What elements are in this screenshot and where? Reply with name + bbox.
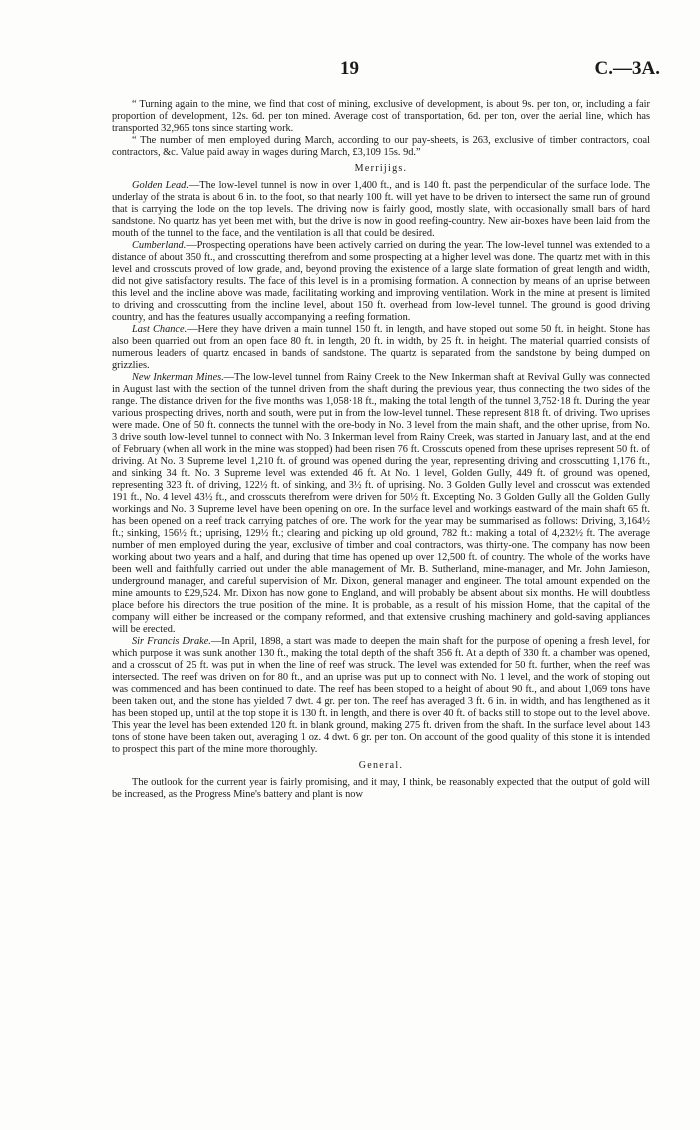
paragraph-text: —The low-level tunnel is now in over 1,400 ft., and is 140 ft. past the perpendicular of the surface lode. The underlay of the strata is about 6 in. to the foot, so that nearly 100 ft. will yet have to be driven to intersect the same run of ground that is carrying the lode on the top levels. The driving now is fairly good, mostly slate, with occasionally small bars of hard sandstone. No quartz has yet been met with, but the drive is now in good reefing-country. New air-boxes have been laid from the mouth of the tunnel to the face, and the ventilation is all that could be desired. — [112, 180, 651, 239]
paragraph-text: —Here they have driven a main tunnel 150 ft. in length, and have stoped out some 50 ft. in height. Stone has also been quarried out from an open face 80 ft. in length, 20 ft. in width, by 25 ft. in height. The material quarried consists of numerous leaders of quartz encased in bands of sandstone. The quartz is separated from the sandstone by being dumped on grizzlies. — [112, 324, 651, 371]
page-header — [0, 58, 700, 88]
paragraph-title: Cumberland. — [132, 240, 187, 251]
paragraph-general: The outlook for the current year is fairly promising, and it may, I think, be reasonably expected that the output of gold will be increased, as the Progress Mine's battery and plant is now — [112, 777, 650, 800]
page-body — [112, 99, 650, 801]
paragraph-text: —Prospecting operations have been actively carried on during the year. The low-level tunnel was extended to a distance of about 350 ft., and crosscutting therefrom and some prospecting at a higher level was done. The quartz met with in this level and crosscuts proved of low grade, and, beyond proving the existence of a large slate formation of great length and width, did not give satisfactory results. The face of this level is in a promising formation. A connection by means of an uprise between this level and the incline above was made, facilitating working and improving ventilation. Work in the mine at present is limited to driving and crosscutting from the incline level, about 150 ft. overhead from low-level tunnel. The ground is good driving country, and has the features usually accompanying a reefing formation. — [112, 240, 650, 323]
paragraph-title: Golden Lead. — [132, 180, 189, 191]
paragraph-title: Sir Francis Drake. — [132, 636, 211, 647]
paragraph-cumberland — [112, 240, 650, 324]
paragraph-text: —The low-level tunnel from Rainy Creek to the New Inkerman shaft at Revival Gully was connected in August last with the section of the tunnel driven from the shaft during the previous year, thus connecting the two sides of the range. The distance driven for the five months was 1,058·18 ft., making the total length of the tunnel 3,752·18 ft. During the year various prospecting drives, north and south, were put in from the low-level tunnel. These represent 818 ft. of driving. Two uprises were made. One of 50 ft. connects the tunnel with the ore-body in No. 3 level from the main shaft, and the other uprise, from No. 3 drive south low-level tunnel to connect with No. 3 Inkerman level from Rainy Creek, was started in January last, and at the end of February (when all work in the mine was stopped) had been risen 76 ft. Crosscuts opened from these uprises represent 50 ft. of driving. At No. 3 Supreme level 1,210 ft. of ground was opened during the year, representing driving and crosscutting 1,176 ft., and sinking 34 ft. No. 3 Supreme level was extended 46 ft. At No. 1 level, Golden Gully, 449 ft. of ground was opened, representing 323 ft. of driving, 122½ ft. of sinking, and 3½ ft. of uprising. No. 3 Golden Gully level and crosscut was extended 191 ft., No. 4 level 43½ ft., and crosscuts therefrom were driven for 50½ ft. Excepting No. 3 Golden Gully all the Golden Gully workings and No. 3 Supreme level have been opening on ore. In the surface level and workings eastward of the main shaft 65 ft. has been opened on a reef track carrying patches of ore. The work for the year may be summarised as follows: Driving, 3,164½ ft.; sinking, 156½ ft.; uprising, 129½ ft.; clearing and picking up old ground, 782 ft.: making a total of 4,232½ ft. The average number of men employed during the year, exclusive of timber and coal contractors, was thirty-one. The company has now been working about two years and a half, and during that time has opened up over 12,500 ft. of country. The whole of the works have been well and faithfully carried out under the able management of Mr. B. Sutherland, mine-manager, and Mr. John Jamieson, underground manager, and careful supervision of Mr. Dixon, general manager and engineer. The total amount expended on the mine amounts to £29,524. Mr. Dixon has now gone to England, and will probably be absent about six months. He will doubtless place before his directors the true position of the mine. It is probable, as a result of his mission Home, that the capital of the company will either be increased or the company reformed, and that extensive crushing machinery and gold-saving appliances will be erected. — [112, 372, 650, 635]
document-reference: C.—3A. — [594, 58, 660, 79]
paragraph-title: New Inkerman Mines. — [132, 372, 224, 383]
quote-paragraph: “ Turning again to the mine, we find that cost of mining, exclusive of development, is about 9s. per ton, or, including a fair proportion of development, 12s. 6d. per ton mined. Average cost of transportation, 6d. per ton, over the aerial line, which has transported 32,965 tons since starting work. — [112, 99, 650, 134]
page-number: 19 — [340, 58, 359, 79]
paragraph-last-chance — [112, 324, 650, 372]
paragraph-text: —In April, 1898, a start was made to deepen the main shaft for the purpose of opening a fresh level, for which purpose it was sunk another 130 ft., making the total depth of the shaft 356 ft. At a depth of 330 ft. a chamber was opened, and a crosscut of 25 ft. was put in when the line of reef was struck. The level was extended for 50 ft. further, when the reef was intersected. The reef was driven on for 80 ft., and an uprise was put up to connect with No. 1 level, and the work of stoping out was commenced and has been continued to date. The reef has been stoped to a height of about 90 ft., and about 1,069 tons have been taken out, and the stone has yielded 7 dwt. 4 gr. per ton. The reef has averaged 3 ft. 6 in. in width, and has lengthened as it has been stoped up, until at the top stope it is 130 ft. in length, and there is over 40 ft. of backs still to stope out to the level above. This year the level has been extended 120 ft. in blank ground, making 275 ft. driven from the shaft. In the surface level about 143 tons of stone have been taken out, averaging 1 oz. 4 dwt. 6 gr. per ton. On account of the good quality of this stone it is intended to prospect this part of the mine more thoroughly. — [112, 636, 650, 755]
quote-paragraph: “ The number of men employed during March, according to our pay-sheets, is 263, exclusive of timber contractors, coal contractors, &c. Value paid away in wages during March, £3,109 15s. 9d.” — [112, 135, 650, 158]
section-heading-general: General. — [358, 760, 404, 771]
paragraph-golden-lead — [112, 180, 650, 240]
paragraph-sir-francis-drake — [112, 636, 650, 756]
section-heading-merrijigs: Merrijigs. — [354, 163, 408, 174]
paragraph-new-inkerman — [112, 372, 650, 636]
paragraph-title: Last Chance. — [132, 324, 188, 335]
